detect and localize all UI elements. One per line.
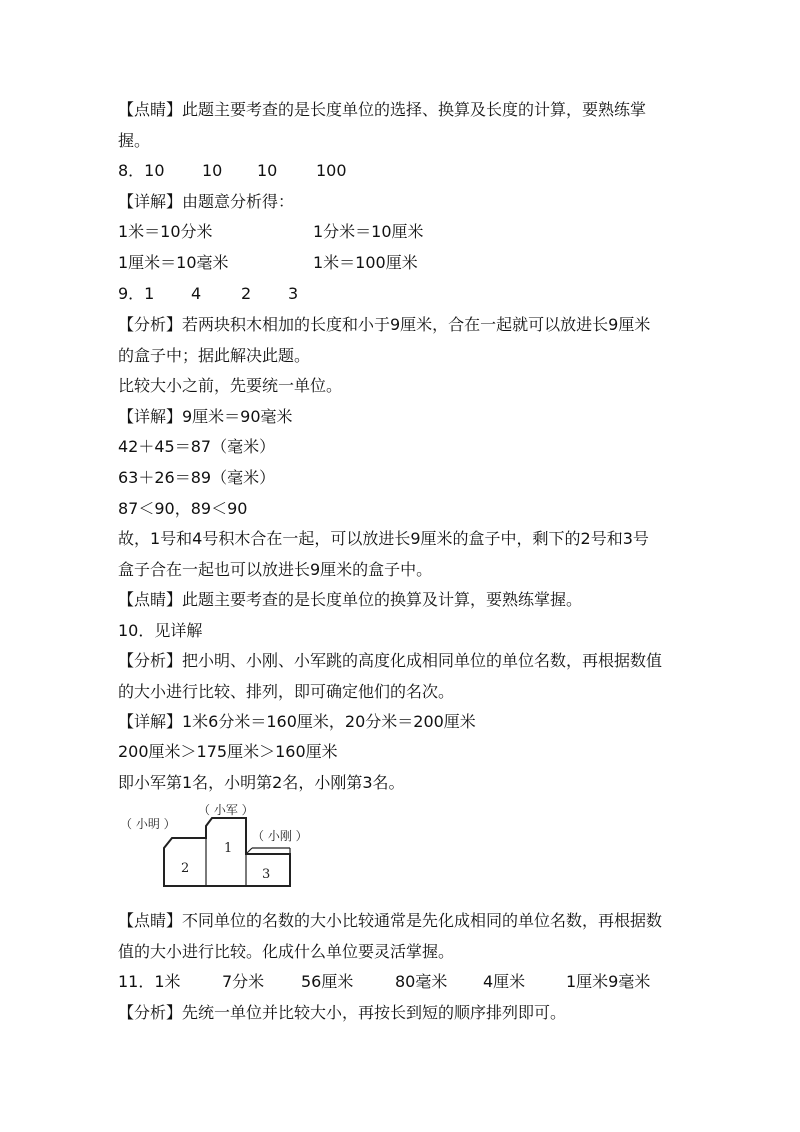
- answer-cell: 56厘米: [301, 972, 354, 991]
- equation-cell: 1米＝100厘米: [313, 253, 418, 272]
- text-line: 盒子合在一起也可以放进长9厘米的盒子中。: [118, 560, 433, 579]
- text-line: 42＋45＝87（毫米）: [118, 437, 276, 456]
- text-line: 【详解】9厘米＝90毫米: [118, 407, 293, 426]
- answer-cell: 10: [257, 161, 278, 180]
- text-line: 【详解】由题意分析得：: [118, 192, 295, 211]
- answer-cell: 3: [288, 284, 299, 303]
- text-line: 值的大小进行比较。化成什么单位要灵活掌握。: [118, 942, 455, 961]
- answer-cell: 8．10: [118, 161, 165, 180]
- text-line: 10．见详解: [118, 621, 203, 640]
- podium-drawing: [118, 800, 338, 895]
- text-line: 【详解】1米6分米＝160厘米，20分米＝200厘米: [118, 712, 476, 731]
- second-place-label: （ 小明 ）: [120, 817, 176, 831]
- answer-cell: 2: [241, 284, 252, 303]
- text-line: 【分析】若两块积木相加的长度和小于9厘米，合在一起就可以放进长9厘米: [118, 315, 651, 334]
- answer-cell: 10: [202, 161, 223, 180]
- first-place-number: 1: [224, 841, 233, 856]
- third-place-label: （ 小刚 ）: [252, 829, 308, 843]
- answer-cell: 11．1米: [118, 972, 181, 991]
- text-line: 【分析】先统一单位并比较大小，再按长到短的顺序排列即可。: [118, 1003, 567, 1022]
- text-line: 【点睛】此题主要考查的是长度单位的换算及计算，要熟练掌握。: [118, 590, 583, 609]
- text-line: 【点睛】不同单位的名数的大小比较通常是先化成相同的单位名数，再根据数: [118, 911, 663, 930]
- third-place-number: 3: [262, 867, 271, 882]
- text-line: 故，1号和4号积木合在一起，可以放进长9厘米的盒子中，剩下的2号和3号: [118, 529, 649, 548]
- text-line: 【分析】把小明、小刚、小军跳的高度化成相同单位的单位名数，再根据数值: [118, 651, 663, 670]
- text-line: 的盒子中；据此解决此题。: [118, 346, 311, 365]
- equation-cell: 1米＝10分米: [118, 222, 213, 241]
- answer-cell: 1厘米9毫米: [566, 972, 651, 991]
- answer-cell: 4厘米: [483, 972, 526, 991]
- second-place-number: 2: [181, 861, 190, 876]
- text-line: 200厘米＞175厘米＞160厘米: [118, 742, 338, 761]
- text-line: 63＋26＝89（毫米）: [118, 468, 276, 487]
- answer-cell: 9．1: [118, 284, 155, 303]
- text-line: 比较大小之前，先要统一单位。: [118, 376, 343, 395]
- equation-cell: 1分米＝10厘米: [313, 222, 424, 241]
- answer-cell: 4: [191, 284, 202, 303]
- podium-figure: [118, 800, 338, 895]
- first-place-label: （ 小军 ）: [198, 803, 254, 817]
- text-line: 握。: [118, 131, 151, 150]
- text-line: 87＜90，89＜90: [118, 499, 248, 518]
- text-line: 【点睛】此题主要考查的是长度单位的选择、换算及长度的计算，要熟练掌: [118, 100, 647, 119]
- answer-cell: 100: [316, 161, 347, 180]
- equation-cell: 1厘米＝10毫米: [118, 253, 229, 272]
- answer-cell: 80毫米: [395, 972, 448, 991]
- text-line: 的大小进行比较、排列，即可确定他们的名次。: [118, 682, 455, 701]
- text-line: 即小军第1名，小明第2名，小刚第3名。: [118, 773, 405, 792]
- answer-cell: 7分米: [222, 972, 265, 991]
